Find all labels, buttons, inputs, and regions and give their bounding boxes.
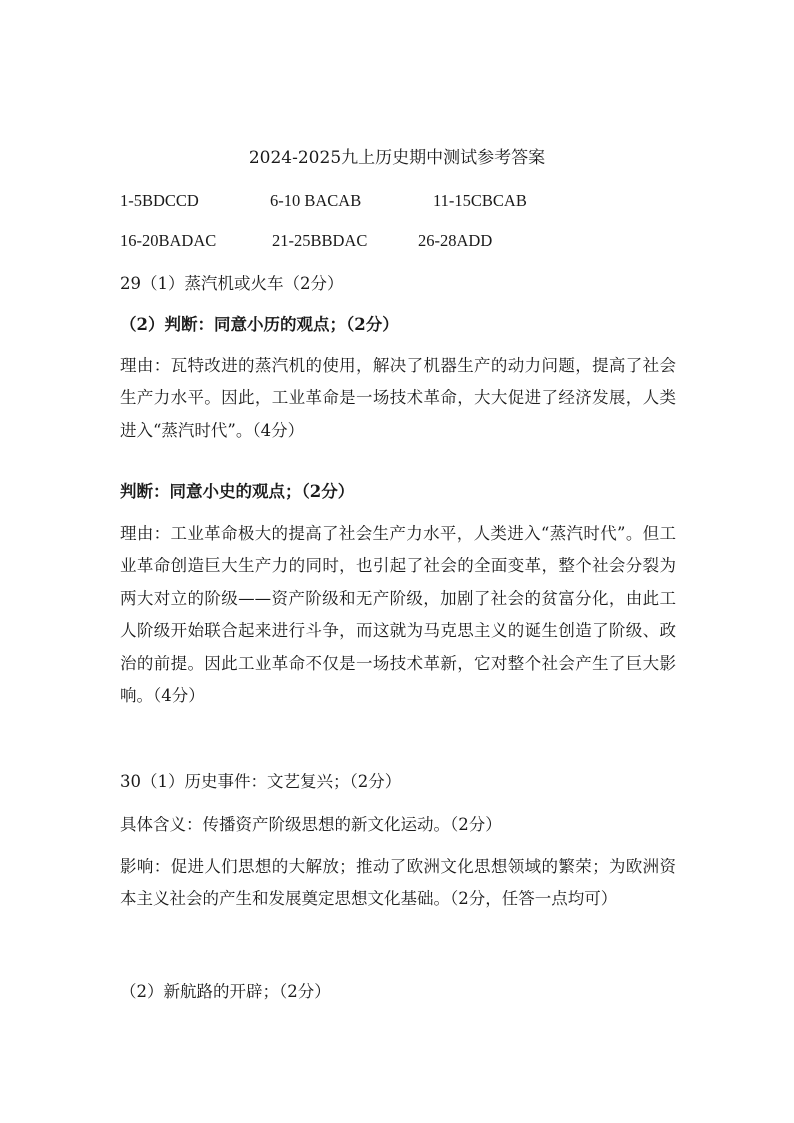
mc-answer-16-20: 16-20BADAC	[120, 231, 217, 250]
mc-answer-11-15: 11-15CBCAB	[433, 191, 527, 210]
mc-answer-21-25: 21-25BBDAC	[272, 231, 368, 250]
q30-part2: （2）新航路的开辟；（2分）	[120, 982, 331, 1001]
q29-part1: 29（1）蒸汽机或火车（2分）	[120, 274, 344, 293]
mc-answer-1-5: 1-5BDCCD	[120, 191, 199, 210]
q29-reason-1: 理由：瓦特改进的蒸汽机的使用，解决了机器生产的动力问题，提高了社会生产力水平。因此，工业革命是一场技术革命，大大促进了经济发展，人类进入“蒸汽时代”。（4分）	[120, 356, 676, 440]
page-title: 2024-2025九上历史期中测试参考答案	[248, 148, 546, 168]
q29-reason-2: 理由：工业革命极大的提高了社会生产力水平，人类进入“蒸汽时代”。但工业革命创造巨大生产力的同时，也引起了社会的全面变革，整个社会分裂为两大对立的阶级——资产阶级和无产阶级，加剧了社会的贫富分化，由此工人阶级开始联合起来进行斗争，而这就为马克思主义的诞生创造了阶级、政治的前提。因此工业革命不仅是一场技术革新，它对整个社会产生了巨大影响。（4分）	[120, 524, 676, 706]
q30-impact: 影响：促进人们思想的大解放；推动了欧洲文化思想领域的繁荣；为欧洲资本主义社会的产生和发展奠定思想文化基础。（2分，任答一点均可）	[120, 857, 676, 909]
q29-judge-2: 判断：同意小史的观点；（2分）	[120, 482, 355, 501]
q30-meaning: 具体含义：传播资产阶级思想的新文化运动。（2分）	[120, 815, 502, 834]
q29-judge-1: （2）判断：同意小历的观点；（2分）	[120, 315, 399, 334]
mc-answer-6-10: 6-10 BACAB	[270, 191, 362, 210]
mc-answer-26-28: 26-28ADD	[418, 231, 493, 250]
q30-part1: 30（1）历史事件：文艺复兴；（2分）	[120, 772, 402, 791]
